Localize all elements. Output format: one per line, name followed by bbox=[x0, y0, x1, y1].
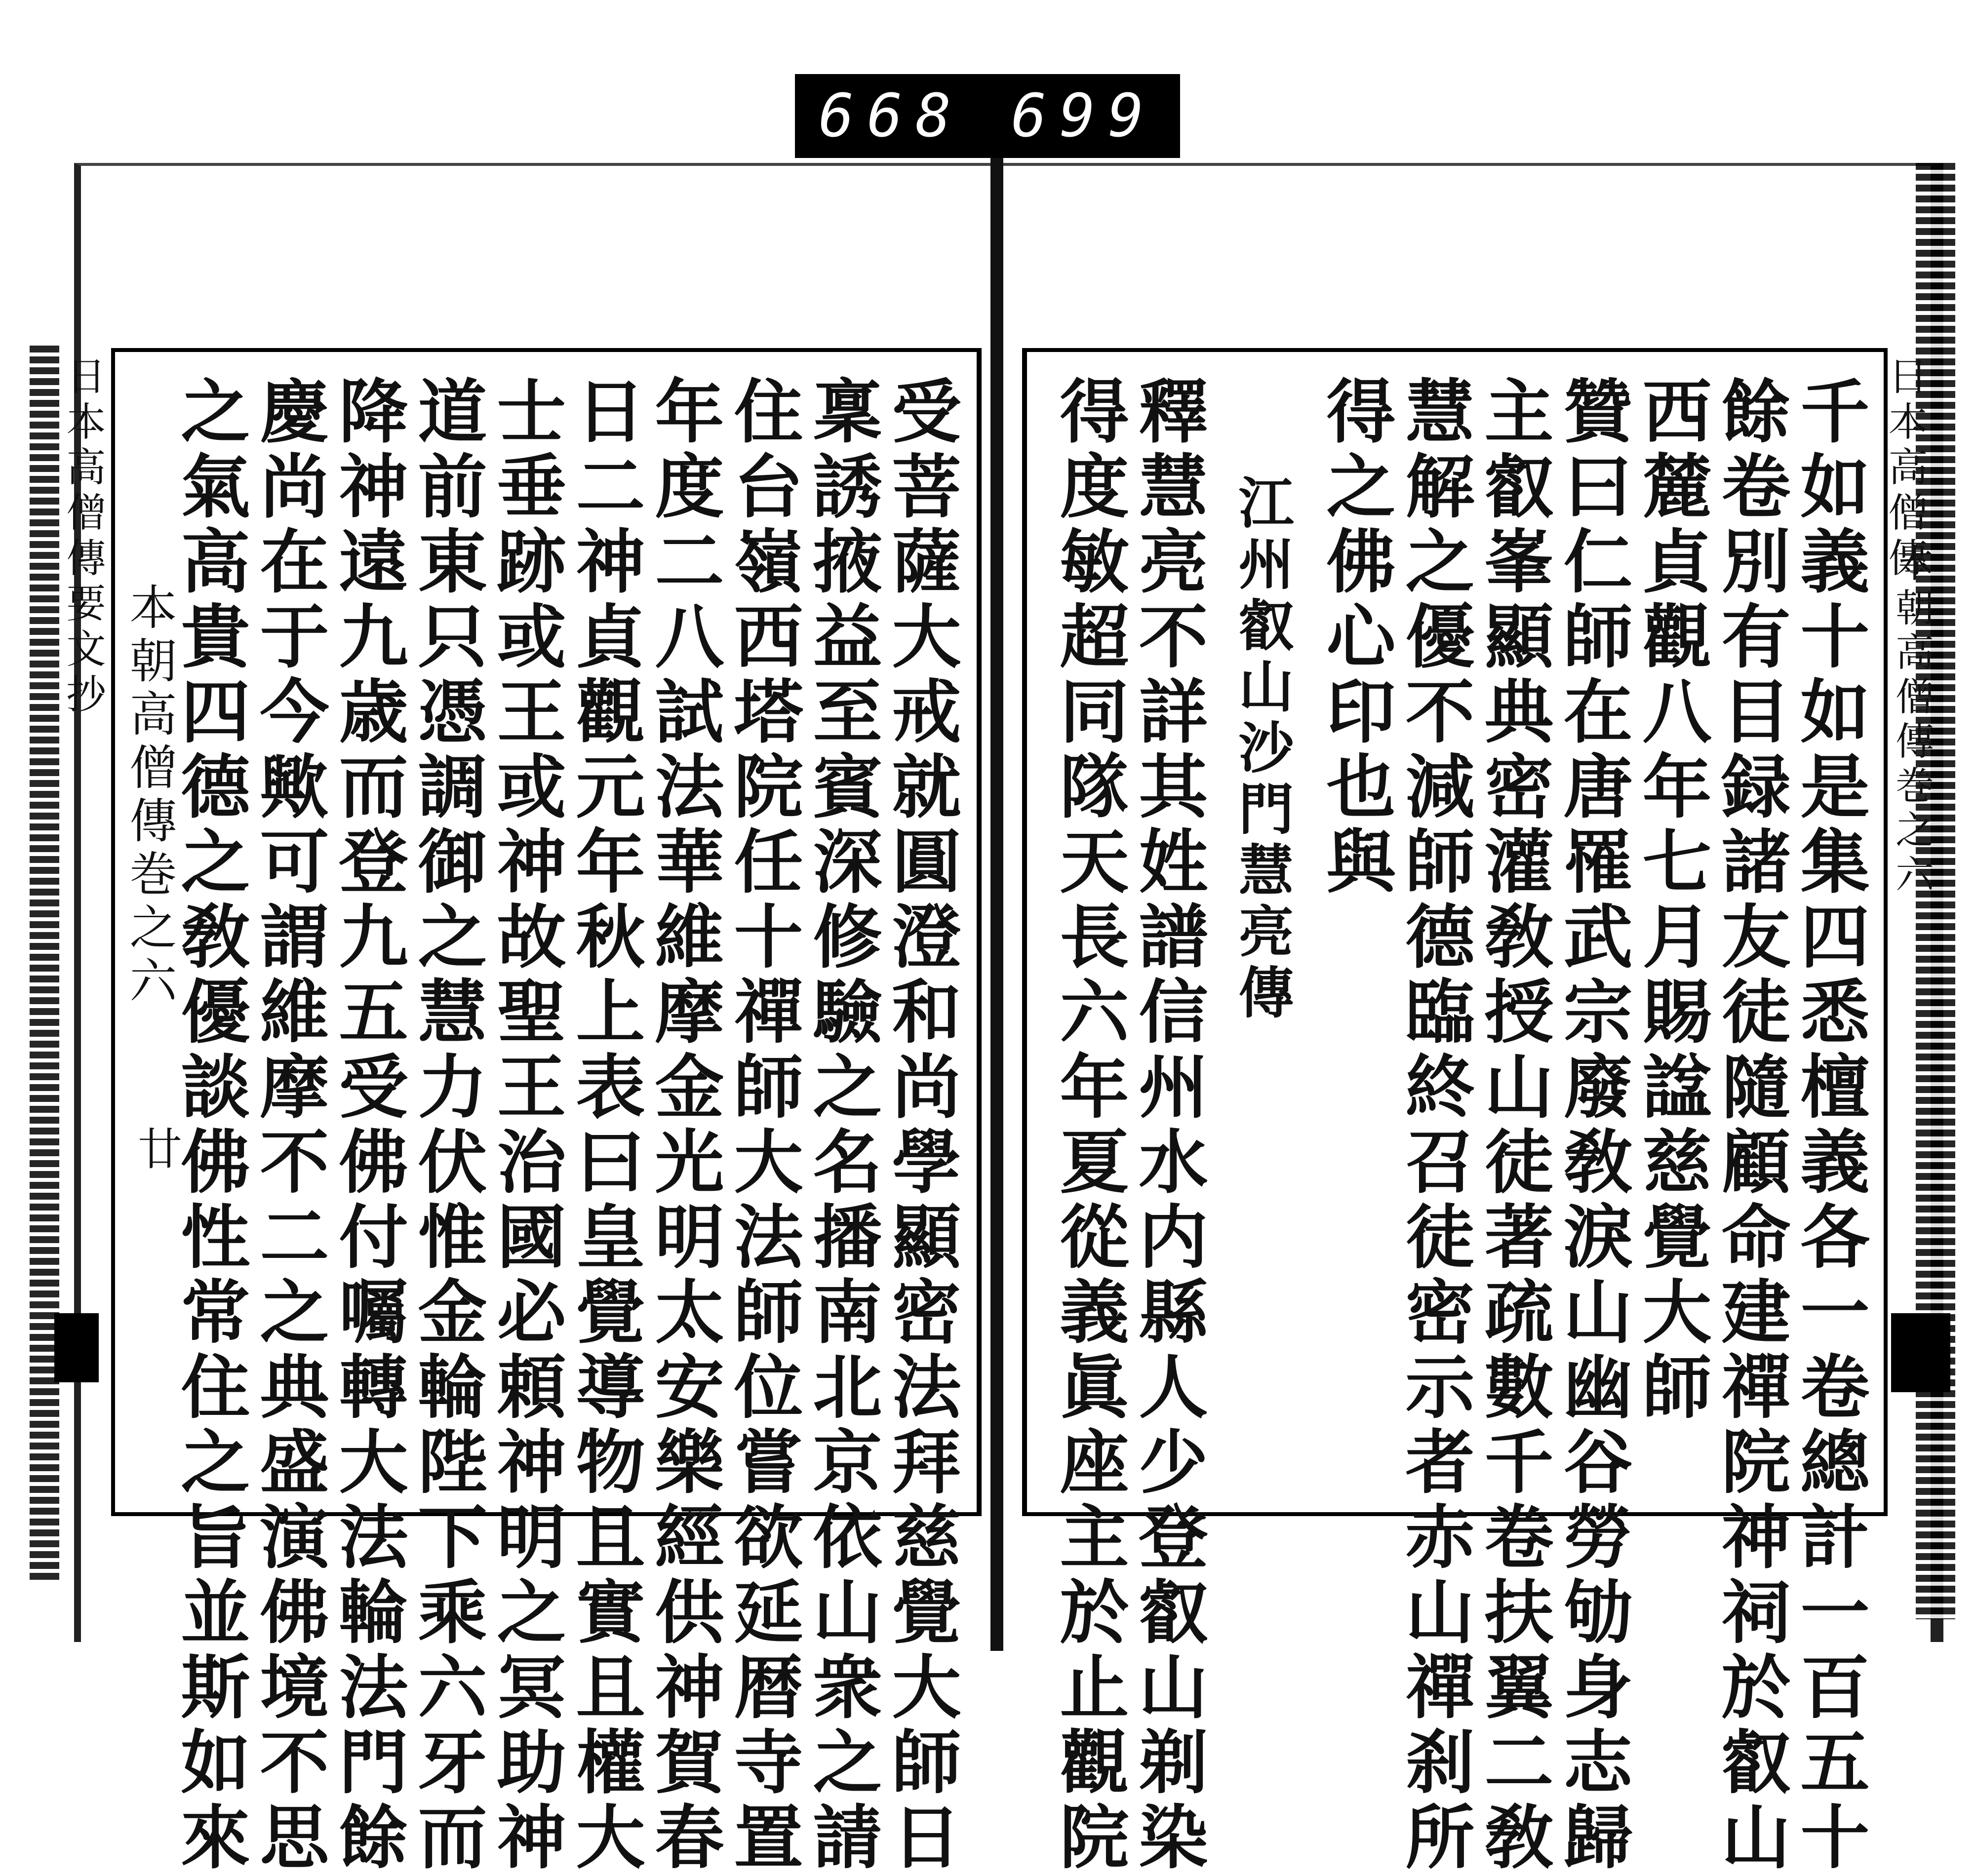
text-column: 贊曰仁師在唐罹武宗廢敎淚山幽谷勞劬身志歸 bbox=[1552, 375, 1633, 1876]
text-column: 之氣高貴四德之敎優談佛性常住之旨並斯如來 bbox=[169, 375, 250, 1876]
text-column: 受菩薩大戒就圓澄和尚學顯密法拜慈覺大師日 bbox=[880, 375, 961, 1876]
text-column: 千如義十如是集四悉檀義各一卷總計一百五十 bbox=[1789, 375, 1870, 1876]
text-column: 得之佛心印也與 bbox=[1315, 375, 1396, 900]
text-column: 士垂跡或王或神故聖王治國必頼神明之冥助神 bbox=[485, 375, 566, 1876]
book-spine bbox=[990, 158, 1003, 1651]
section-heading: 江州叡山沙門慧亮傳 bbox=[1229, 474, 1294, 1025]
text-column: 主叡峯顯典密灌敎授山徒著疏數千卷扶翼二敎 bbox=[1473, 375, 1554, 1876]
left-side-title: 本朝高僧傳巻之六 bbox=[122, 583, 177, 1009]
text-column: 年度二八試法華維摩金光明太安樂經供神賀春 bbox=[643, 375, 724, 1876]
text-column: 餘卷別有目録諸友徒隨顧命建禪院神祠於叡山 bbox=[1710, 375, 1791, 1876]
text-column: 日二神貞觀元年秋上表曰皇覺導物且實且權大 bbox=[564, 375, 645, 1876]
right-page-number: 699 bbox=[1011, 81, 1157, 151]
right-side-title: 本朝高僧傳巻之六 bbox=[1889, 543, 1934, 899]
text-column: 慧解之優不減師德臨終召徒密示者赤山禪刹所 bbox=[1394, 375, 1475, 1876]
text-column: 釋慧亮不詳其姓譜信州水内縣人少登叡山剃染 bbox=[1127, 375, 1208, 1876]
text-column: 道前東只憑調御之慧力伏惟金輪陛下乘六牙而 bbox=[406, 375, 487, 1876]
page-number-label bbox=[795, 74, 1180, 158]
left-page-number: 668 bbox=[818, 81, 964, 151]
text-column: 西麓貞觀八年七月賜諡慈覺大師 bbox=[1631, 375, 1712, 1426]
text-column: 慶尚在于今歟可謂維摩不二之典盛演佛境不思 bbox=[248, 375, 329, 1876]
right-margin-title: 日本高僧傳 bbox=[1882, 355, 1928, 583]
text-column: 稟誘掖益至賓深修驗之名播南北京依山衆之請 bbox=[801, 375, 882, 1876]
left-edge-tab bbox=[54, 1313, 99, 1382]
text-column: 得度敏超同隊天長六年夏從義眞座主於止觀院 bbox=[1048, 375, 1129, 1876]
left-margin-title: 日本高僧傳要文抄 bbox=[60, 355, 106, 719]
left-leaf-number: 廿 bbox=[130, 1126, 182, 1170]
text-column: 降神遠九歳而登九五受佛付囑轉大法輪法門餘 bbox=[327, 375, 408, 1876]
text-column: 住台嶺西塔院任十禪師大法師位嘗欲延暦寺置 bbox=[722, 375, 803, 1876]
right-edge-tab bbox=[1891, 1313, 1950, 1392]
